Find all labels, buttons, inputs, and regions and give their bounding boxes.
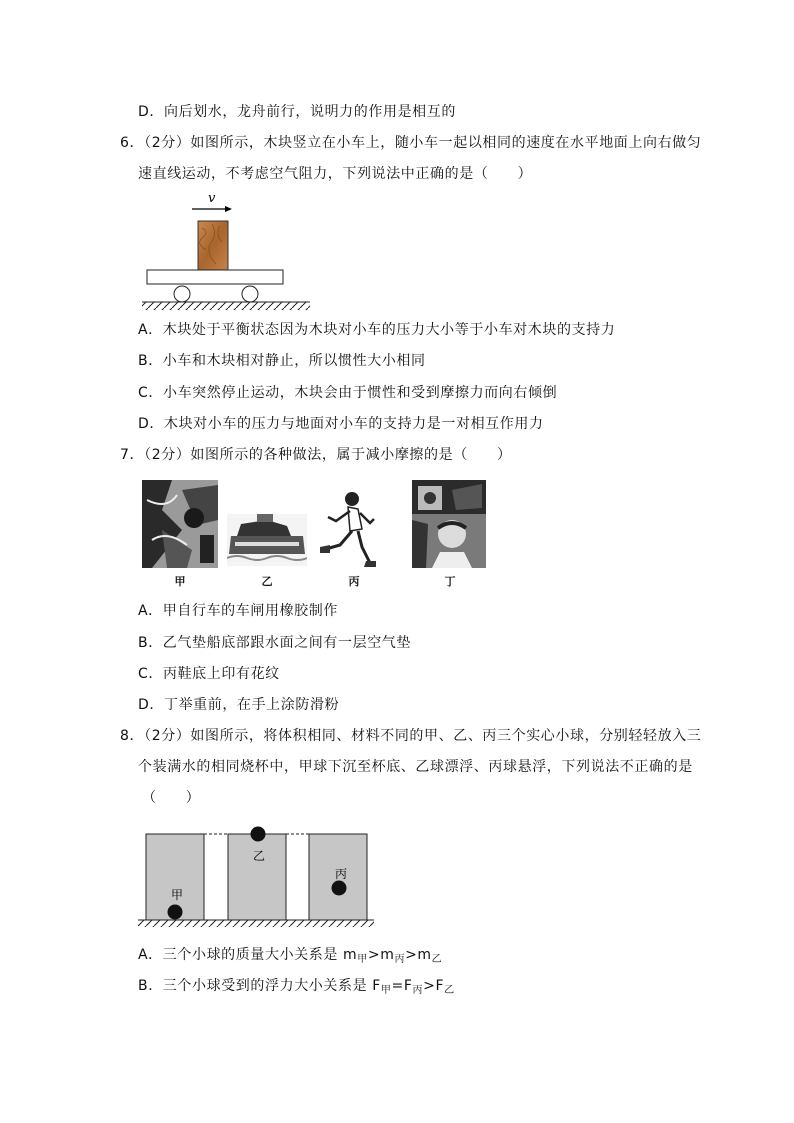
beaker-yi (228, 834, 286, 920)
ball-label-jia: 甲 (171, 888, 184, 902)
q8-stem-line3: （ ） (142, 790, 201, 806)
q8-stem-line1: 8．（2分）如图所示，将体积相同、材料不同的甲、乙、丙三个实心小球，分别轻轻放入三 (120, 728, 702, 744)
q6-option-d: D．木块对小车的压力与地面对小车的支持力是一对相互作用力 (138, 416, 544, 432)
cart-wheel-right (242, 286, 258, 302)
q7-option-c: C．丙鞋底上印有花纹 (138, 666, 280, 682)
velocity-label: v (208, 191, 216, 206)
ball-bing (332, 881, 347, 896)
q6-option-a: A．木块处于平衡状态因为木块对小车的压力大小等于小车对木块的支持力 (138, 322, 616, 338)
q6-option-c: C．小车突然停止运动，木块会由于惯性和受到摩擦力而向右倾倒 (138, 385, 558, 401)
q7-photo-bicycle-brake (142, 480, 218, 568)
cart-body (147, 270, 283, 284)
q8-stem-line2: 个装满水的相同烧杯中，甲球下沉至杯底、乙球漂浮、丙球悬浮，下列说法不正确的是 (138, 759, 693, 775)
q7-photo-runner (318, 487, 378, 567)
q7-option-b: B．乙气垫船底部跟水面之间有一层空气垫 (138, 635, 412, 651)
ground-hatch (142, 302, 310, 310)
q6-option-b: B．小车和木块相对静止，所以惯性大小相同 (138, 353, 426, 369)
ball-label-yi: 乙 (253, 849, 266, 863)
ball-yi (251, 827, 266, 842)
q6-stem-line2: 速直线运动，不考虑空气阻力，下列说法中正确的是（ ） (138, 166, 533, 182)
q7-photo-weightlifter (412, 480, 486, 568)
cart-wheel-left (174, 286, 190, 302)
q7-caption-bing: 丙 (348, 575, 360, 588)
q6-cart-figure (140, 188, 315, 313)
q7-photo-hovercraft (227, 514, 307, 566)
q7-stem: 7．（2分）如图所示的各种做法，属于减小摩擦的是（ ） (120, 447, 512, 463)
q7-caption-yi: 乙 (261, 575, 273, 588)
ball-jia (168, 905, 183, 920)
q6-stem-line1: 6．（2分）如图所示，木块竖立在小车上，随小车一起以相同的速度在水平地面上向右做匀 (120, 135, 702, 151)
q8-option-b: B．三个小球受到的浮力大小关系是 $F_甲=F_丙>F_乙$ (138, 978, 455, 996)
table-hatch (138, 920, 374, 927)
ball-label-bing: 丙 (335, 867, 348, 881)
q5-option-d: D．向后划水，龙舟前行，说明力的作用是相互的 (138, 104, 456, 120)
q8-beakers-figure (138, 822, 378, 928)
q7-option-d: D．丁举重前，在手上涂防滑粉 (138, 697, 340, 713)
q7-caption-ding: 丁 (444, 575, 456, 588)
q7-option-a: A．甲自行车的车闸用橡胶制作 (138, 603, 338, 619)
q7-caption-jia: 甲 (174, 575, 186, 588)
q8-option-a: A．三个小球的质量大小关系是 $m_甲>m_丙>m_乙$ (138, 947, 443, 965)
